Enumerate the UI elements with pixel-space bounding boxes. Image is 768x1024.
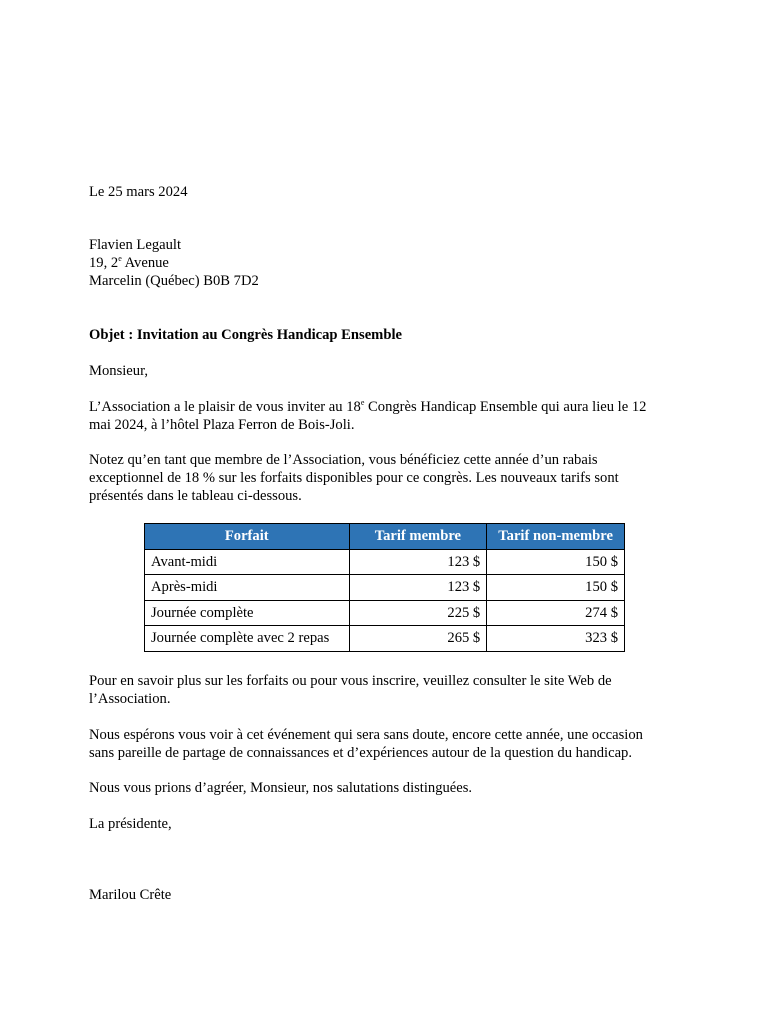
signatory-title: La présidente, bbox=[89, 816, 172, 832]
cell-tarif-membre: 225 $ bbox=[349, 600, 487, 626]
column-header-forfait: Forfait bbox=[145, 524, 350, 550]
rates-table-header-row bbox=[145, 524, 625, 550]
letter-salutation: Monsieur, bbox=[89, 363, 149, 379]
cell-tarif-non-membre: 274 $ bbox=[487, 600, 625, 626]
rates-table bbox=[144, 523, 625, 652]
recipient-city: Marcelin (Québec) B0B 7D2 bbox=[89, 273, 259, 289]
cell-tarif-non-membre: 150 $ bbox=[487, 549, 625, 575]
cell-forfait: Journée complète avec 2 repas bbox=[145, 626, 350, 652]
cell-forfait: Avant-midi bbox=[145, 549, 350, 575]
cell-tarif-membre: 123 $ bbox=[349, 575, 487, 601]
paragraph-invitation-part1: L’Association a le plaisir de vous inviter au 18 bbox=[89, 399, 361, 415]
table-row bbox=[145, 626, 625, 652]
cell-forfait: Journée complète bbox=[145, 600, 350, 626]
cell-forfait: Après-midi bbox=[145, 575, 350, 601]
street-number: 19, 2 bbox=[89, 255, 119, 271]
street-ordinal-suffix: e bbox=[118, 254, 122, 263]
paragraph-invitation bbox=[89, 398, 649, 434]
column-header-tarif-non-membre: Tarif non-membre bbox=[487, 524, 625, 550]
table-row bbox=[145, 600, 625, 626]
recipient-name: Flavien Legault bbox=[89, 237, 181, 253]
letter-subject: Objet : Invitation au Congrès Handicap Ensemble bbox=[89, 327, 402, 343]
paragraph-invitation-part2: Congrès Handicap Ensemble qui aura lieu le 12 mai 2024, à l’hôtel Plaza Ferron de Bois-Joli. bbox=[89, 399, 647, 433]
cell-tarif-non-membre: 150 $ bbox=[487, 575, 625, 601]
paragraph-discount: Notez qu’en tant que membre de l’Association, vous bénéficiez cette année d’un rabais exceptionnel de 18 % sur les forfaits disponibles pour ce congrès. Les nouveaux tarifs sont présentés dans le tableau ci-dessous. bbox=[89, 452, 619, 504]
street-name: Avenue bbox=[121, 255, 169, 271]
column-header-tarif-membre: Tarif membre bbox=[349, 524, 487, 550]
signatory-name: Marilou Crête bbox=[89, 887, 172, 903]
cell-tarif-non-membre: 323 $ bbox=[487, 626, 625, 652]
letter-closing: Nous vous prions d’agréer, Monsieur, nos salutations distinguées. bbox=[89, 780, 473, 796]
table-row bbox=[145, 575, 625, 601]
cell-tarif-membre: 123 $ bbox=[349, 549, 487, 575]
recipient-street bbox=[89, 254, 169, 272]
paragraph-hope: Nous espérons vous voir à cet événement qui sera sans doute, encore cette année, une occasion sans pareille de partage de connaissances et d’expériences autour de la question du handicap. bbox=[89, 727, 643, 761]
ordinal-suffix: e bbox=[360, 398, 365, 407]
table-row bbox=[145, 549, 625, 575]
cell-tarif-membre: 265 $ bbox=[349, 626, 487, 652]
paragraph-more-info: Pour en savoir plus sur les forfaits ou pour vous inscrire, veuillez consulter le site Web de l’Association. bbox=[89, 673, 612, 707]
letter-date: Le 25 mars 2024 bbox=[89, 184, 188, 200]
